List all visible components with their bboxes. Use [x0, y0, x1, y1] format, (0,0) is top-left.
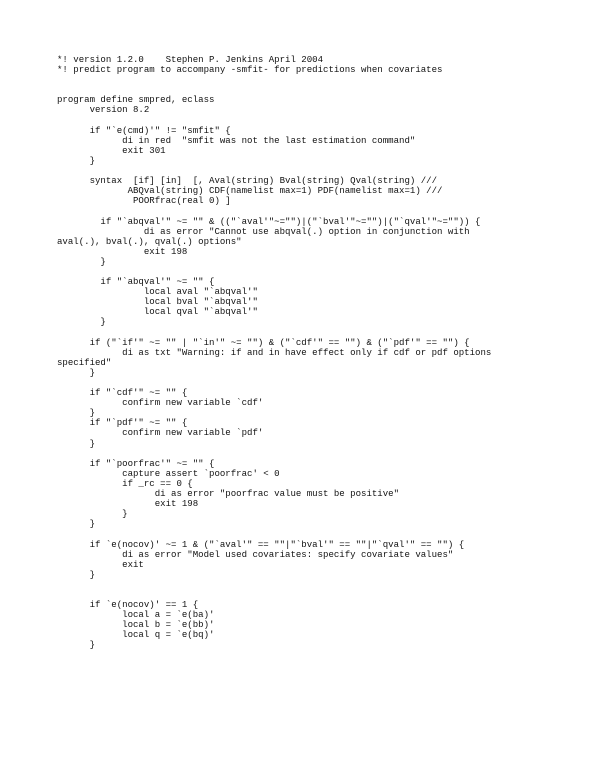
code-line: program define smpred, eclass: [57, 94, 215, 106]
code-line: }: [57, 407, 96, 419]
code-line: ABQval(string) CDF(namelist max=1) PDF(namelist max=1) ///: [57, 185, 443, 197]
code-line: di as error "Cannot use abqval(.) option in conjunction with: [57, 225, 470, 237]
code-line: }: [57, 316, 106, 328]
code-line: exit 301: [57, 144, 166, 156]
code-line: *! version 1.2.0 Stephen P. Jenkins April 2004: [57, 54, 324, 65]
code-line: }: [57, 154, 96, 166]
code-line: exit 198: [57, 245, 188, 257]
code-line: }: [57, 255, 106, 267]
code-listing: [57, 55, 491, 651]
code-line: [57, 580, 491, 590]
code-line: }: [57, 568, 96, 580]
code-line: [57, 529, 491, 539]
code-line: exit 198: [57, 498, 199, 510]
code-line: syntax [if] [in] [, Aval(string) Bval(string) Qval(string) ///: [57, 175, 438, 187]
code-line: if "`cdf'" ~= "" {: [57, 387, 188, 399]
code-line: exit: [57, 558, 144, 570]
code-line: if "`pdf'" ~= "" {: [57, 417, 188, 429]
code-line: di in red "smfit was not the last estimation command": [57, 134, 416, 146]
code-line: aval(.), bval(.), qval(.) options": [57, 235, 242, 247]
code-line: [57, 206, 491, 216]
code-line: confirm new variable `cdf': [57, 397, 264, 409]
code-line: if "`abqval'" ~= "" & (("`aval'"~="")|("`bval'"~="")|("`qval'"~="")) {: [57, 215, 481, 227]
code-line: capture assert `poorfrac' < 0: [57, 467, 280, 479]
code-line: di as error "Model used covariates: specify covariate values": [57, 548, 454, 560]
code-line: if `e(nocov)' == 1 {: [57, 599, 199, 611]
code-line: local b = `e(bb)': [57, 619, 215, 631]
code-line: if "`e(cmd)'" != "smfit" {: [57, 124, 231, 136]
code-line: local bval "`abqval'": [57, 296, 258, 308]
code-line: if ("`if'" ~= "" | "`in'" ~= "") & ("`cdf'" == "") & ("`pdf'" == "") {: [57, 336, 470, 348]
code-line: if _rc == 0 {: [57, 477, 193, 489]
code-line: di as error "poorfrac value must be positive": [57, 488, 400, 500]
code-line: specified": [57, 356, 112, 368]
code-line: }: [57, 366, 96, 378]
code-line: local q = `e(bq)': [57, 629, 215, 641]
code-line: POORfrac(real 0) ]: [57, 195, 231, 207]
code-line: *! predict program to accompany -smfit- for predictions when covariates: [57, 64, 443, 76]
code-line: }: [57, 437, 96, 449]
code-line: version 8.2: [57, 104, 150, 116]
code-line: if "`abqval'" ~= "" {: [57, 276, 215, 288]
code-line: local qval "`abqval'": [57, 306, 258, 318]
code-line: [57, 75, 491, 85]
code-line: }: [57, 508, 128, 520]
code-line: confirm new variable `pdf': [57, 427, 264, 439]
code-line: }: [57, 639, 96, 651]
code-line: }: [57, 518, 96, 530]
code-line: if `e(nocov)' ~= 1 & ("`aval'" == ""|"`bval'" == ""|"`qval'" == "") {: [57, 538, 465, 550]
code-line: if "`poorfrac'" ~= "" {: [57, 457, 215, 469]
code-line: local aval "`abqval'": [57, 286, 258, 298]
code-line: di as txt "Warning: if and in have effect only if cdf or pdf options: [57, 346, 492, 358]
code-line: local a = `e(ba)': [57, 609, 215, 621]
